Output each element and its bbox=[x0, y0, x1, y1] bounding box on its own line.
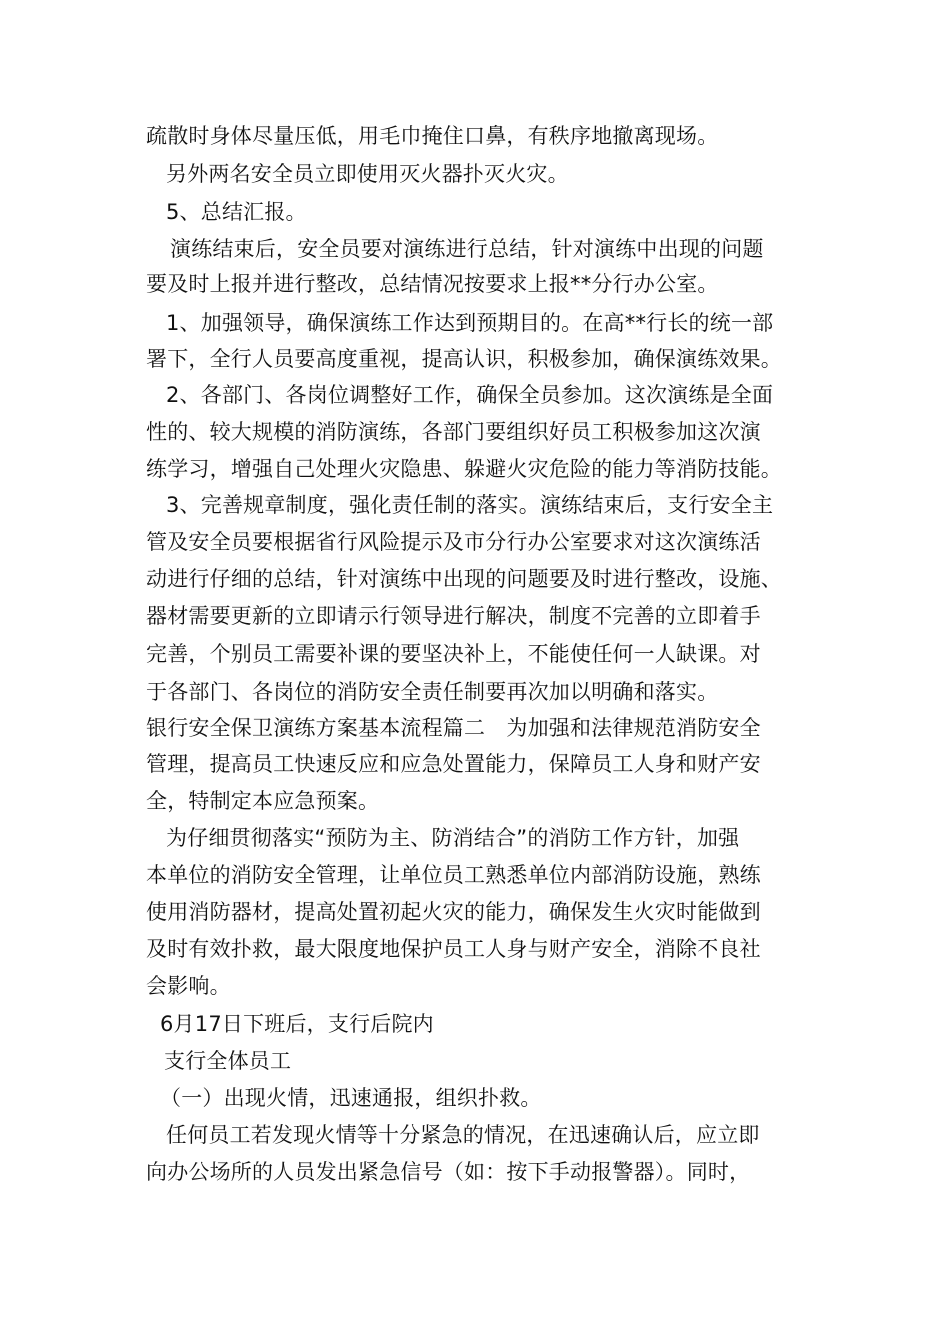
text-line: 管理，提高员工快速反应和应急处置能力，保障员工人身和财产安 bbox=[146, 752, 761, 776]
subsection-heading: （一）出现火情，迅速通报，组织扑救。 bbox=[160, 1086, 542, 1110]
text-line: 另外两名安全员立即使用灭火器扑灭火灾。 bbox=[166, 162, 569, 186]
text-line: 为仔细贯彻落实“预防为主、防消结合”的消防工作方针，加强 bbox=[166, 826, 740, 850]
text-line: 使用消防器材，提高处置初起火灾的能力，确保发生火灾时能做到 bbox=[146, 900, 761, 924]
text-line: 完善，个别员工需要补课的要坚决补上，不能使任何一人缺课。对 bbox=[146, 642, 761, 666]
time-place-line: 6月17日下班后，支行后院内 bbox=[160, 1012, 434, 1036]
text-line: 全，特制定本应急预案。 bbox=[146, 789, 380, 813]
text-line: 任何员工若发现火情等十分紧急的情况，在迅速确认后，应立即 bbox=[166, 1123, 760, 1147]
text-line: 3、完善规章制度，强化责任制的落实。演练结束后，支行安全主 bbox=[166, 493, 774, 517]
participants-line: 支行全体员工 bbox=[164, 1049, 292, 1073]
text-line: 练学习，增强自己处理火灾隐患、躲避火灾危险的能力等消防技能。 bbox=[146, 457, 782, 481]
text-line: 性的、较大规模的消防演练，各部门要组织好员工积极参加这次演 bbox=[146, 420, 761, 444]
text-line: 1、加强领导，确保演练工作达到预期目的。在高**行长的统一部 bbox=[166, 311, 774, 335]
text-line: 向办公场所的人员发出紧急信号（如：按下手动报警器）。同时， bbox=[146, 1160, 751, 1184]
text-line: 演练结束后，安全员要对演练进行总结，针对演练中出现的问题 bbox=[170, 237, 764, 261]
text-line: 署下，全行人员要高度重视，提高认识，积极参加，确保演练效果。 bbox=[146, 347, 782, 371]
text-line: 本单位的消防安全管理，让单位员工熟悉单位内部消防设施，熟练 bbox=[146, 863, 761, 887]
text-line: 器材需要更新的立即请示行领导进行解决，制度不完善的立即着手 bbox=[146, 604, 761, 628]
text-line: 会影响。 bbox=[146, 974, 231, 998]
text-line: 疏散时身体尽量压低，用毛巾掩住口鼻，有秩序地撤离现场。 bbox=[146, 124, 719, 148]
text-line: 2、各部门、各岗位调整好工作，确保全员参加。这次演练是全面 bbox=[166, 383, 774, 407]
text-line: 动进行仔细的总结，针对演练中出现的问题要及时进行整改，设施、 bbox=[146, 567, 782, 591]
text-line: 及时有效扑救，最大限度地保护员工人身与财产安全，消除不良社 bbox=[146, 937, 761, 961]
section-heading: 5、总结汇报。 bbox=[166, 200, 307, 224]
section-title-line: 银行安全保卫演练方案基本流程篇二 为加强和法律规范消防安全 bbox=[146, 716, 761, 740]
text-line: 于各部门、各岗位的消防安全责任制要再次加以明确和落实。 bbox=[146, 680, 719, 704]
text-line: 管及安全员要根据省行风险提示及市分行办公室要求对这次演练活 bbox=[146, 530, 761, 554]
text-line: 要及时上报并进行整改，总结情况按要求上报**分行办公室。 bbox=[146, 272, 719, 296]
